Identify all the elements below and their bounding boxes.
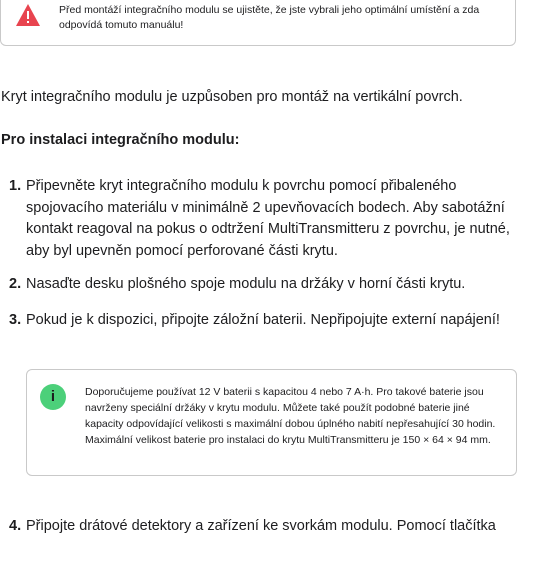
info-text: Doporučujeme používat 12 V baterii s kapacitou 4 nebo 7 A·h. Pro takové baterie jsou navrženy speciální držáky v krytu modulu. Můžete také použít podobné baterie jiné kapacity odpovídající velikosti s maximální dobou úplného nabití nepřesahující 30 hodin. Maximální velikost baterie pro instalaci do krytu MultiTransmitteru je 150 × 64 × 94 mm. bbox=[85, 386, 496, 446]
intro-paragraph: Kryt integračního modulu je uzpůsoben pro montáž na vertikální povrch. bbox=[1, 89, 463, 105]
install-heading: Pro instalaci integračního modulu: bbox=[1, 132, 240, 148]
step-text: Připevněte kryt integračního modulu k povrchu pomocí přibaleného spojovacího materiálu v minimálně 2 upevňovacích bodech. Aby sabotážní kontakt reagoval na pokus o odtržení MultiTransmitteru z povrchu, je nutné, aby byl upevněn pomocí perforované části krytu. bbox=[26, 178, 510, 259]
step-number: 4. bbox=[9, 518, 22, 534]
warning-triangle-icon bbox=[15, 3, 41, 27]
step-number: 3. bbox=[9, 311, 22, 328]
step-text: Připojte drátové detektory a zařízení ke svorkám modulu. Pomocí tlačítka bbox=[26, 518, 496, 534]
info-icon: i bbox=[40, 384, 66, 410]
info-callout bbox=[26, 369, 517, 476]
step-item bbox=[0, 516, 520, 537]
warning-callout bbox=[0, 0, 516, 46]
install-steps-list bbox=[0, 176, 520, 331]
step-number: 2. bbox=[9, 276, 22, 292]
step-number: 1. bbox=[9, 178, 22, 194]
step-text: Pokud je k dispozici, připojte záložní baterii. Nepřipojujte externí napájení! bbox=[26, 311, 500, 328]
step-item bbox=[0, 310, 520, 332]
step-text: Nasaďte desku plošného spoje modulu na držáky v horní části krytu. bbox=[26, 276, 466, 292]
step-item bbox=[0, 176, 520, 262]
warning-text: Před montáží integračního modulu se ujistěte, že jste vybrali jeho optimální umístění a zda odpovídá tomuto manuálu! bbox=[59, 4, 480, 31]
step-item bbox=[0, 274, 520, 296]
